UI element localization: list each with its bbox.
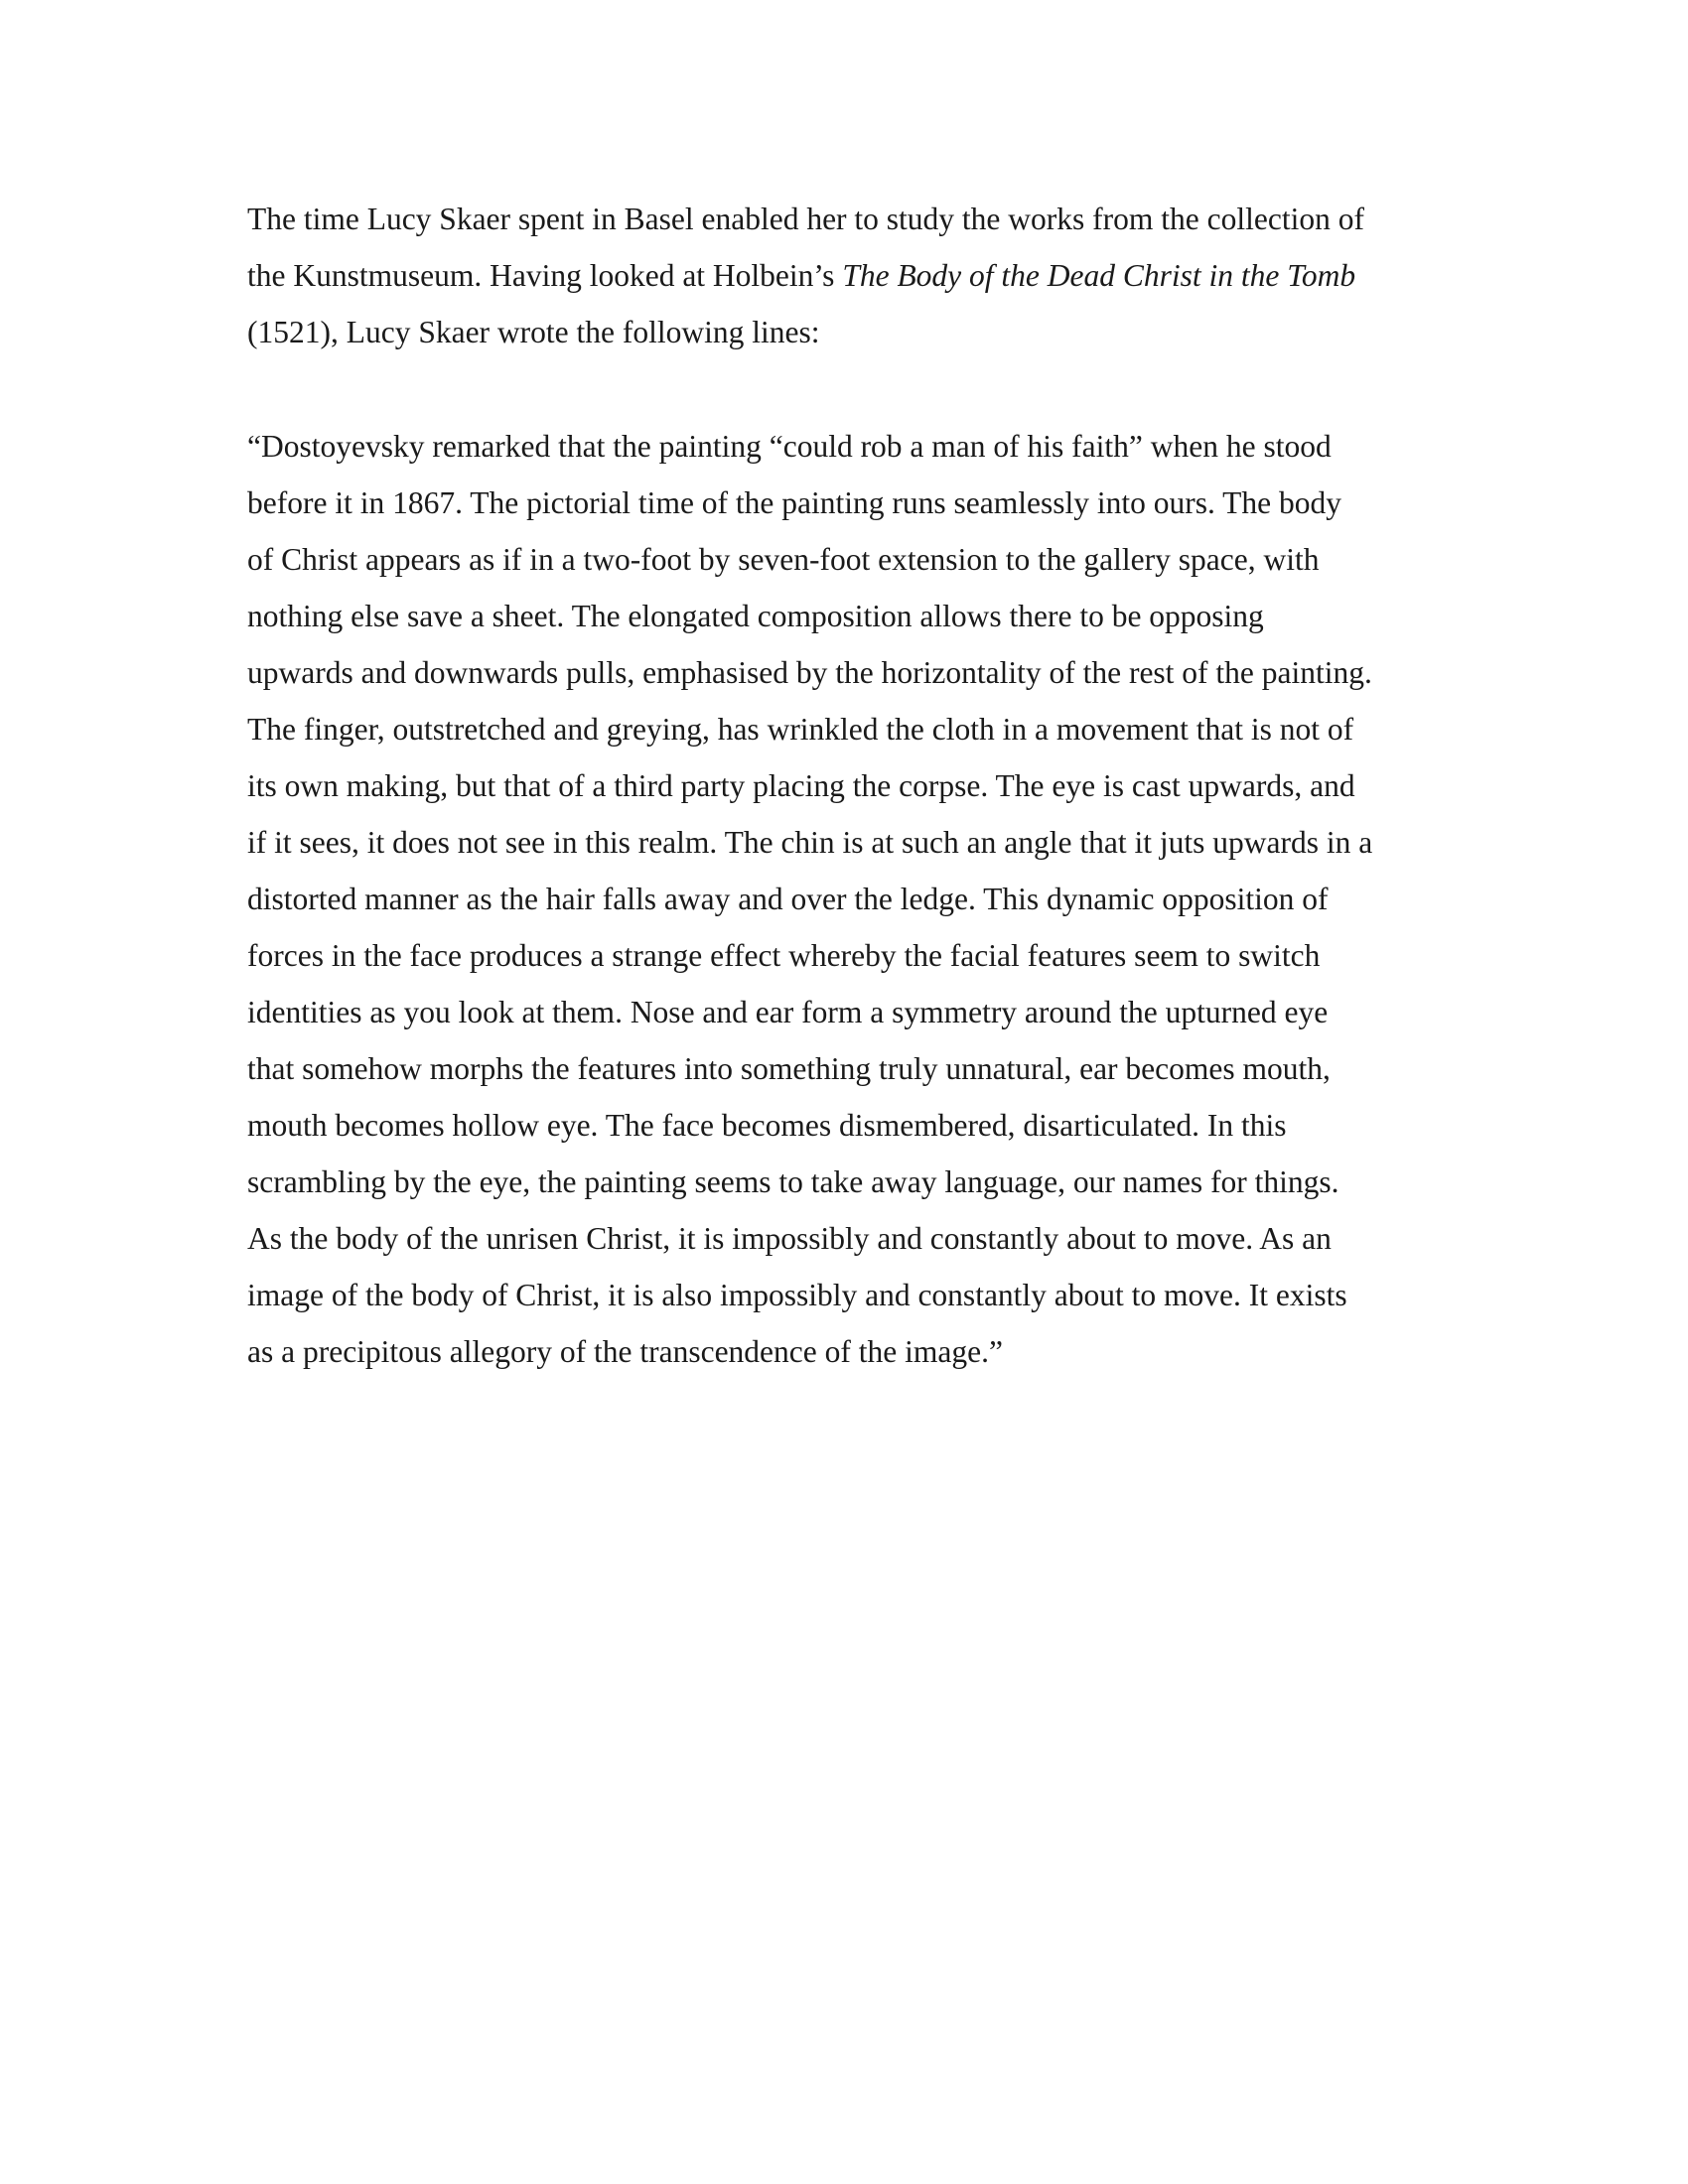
quote-line: mouth becomes hollow eye. The face becomes dismembered, disarticulated. In this [247, 1108, 1287, 1143]
intro-line: The time Lucy Skaer spent in Basel enabled her to study the works from the collection of [247, 202, 1364, 236]
quote-line: “Dostoyevsky remarked that the painting “could rob a man of his faith” when he stood [247, 429, 1332, 464]
quote-line: forces in the face produces a strange effect whereby the facial features seem to switch [247, 938, 1321, 973]
quote-line: image of the body of Christ, it is also impossibly and constantly about to move. It exists [247, 1278, 1347, 1312]
quote-line: distorted manner as the hair falls away and over the ledge. This dynamic opposition of [247, 882, 1329, 916]
intro-paragraph [247, 191, 1439, 360]
quote-line: As the body of the unrisen Christ, it is impossibly and constantly about to move. As an [247, 1221, 1332, 1256]
quote-line: The finger, outstretched and greying, has wrinkled the cloth in a movement that is not of [247, 712, 1354, 747]
quote-line: of Christ appears as if in a two-foot by seven-foot extension to the gallery space, with [247, 542, 1320, 577]
quote-line: identities as you look at them. Nose and ear form a symmetry around the upturned eye [247, 995, 1329, 1029]
painting-title: The Body of the Dead Christ in the Tomb [842, 258, 1356, 293]
quote-line: if it sees, it does not see in this realm. The chin is at such an angle that it juts upwards in a [247, 825, 1373, 860]
quote-line: its own making, but that of a third party placing the corpse. The eye is cast upwards, and [247, 768, 1355, 803]
quote-line: nothing else save a sheet. The elongated composition allows there to be opposing [247, 599, 1264, 633]
intro-line [247, 247, 1439, 304]
intro-line-text: the Kunstmuseum. Having looked at Holbein’s [247, 258, 843, 293]
quote-line: before it in 1867. The pictorial time of the painting runs seamlessly into ours. The body [247, 485, 1342, 520]
quote-line: upwards and downwards pulls, emphasised by the horizontality of the rest of the painting. [247, 655, 1372, 690]
quote-line: scrambling by the eye, the painting seems to take away language, our names for things. [247, 1164, 1339, 1199]
intro-line: (1521), Lucy Skaer wrote the following lines: [247, 315, 820, 349]
quote-line: that somehow morphs the features into something truly unnatural, ear becomes mouth, [247, 1051, 1331, 1086]
quote-line: as a precipitous allegory of the transcendence of the image.” [247, 1334, 1003, 1369]
quote-paragraph [247, 418, 1439, 1380]
